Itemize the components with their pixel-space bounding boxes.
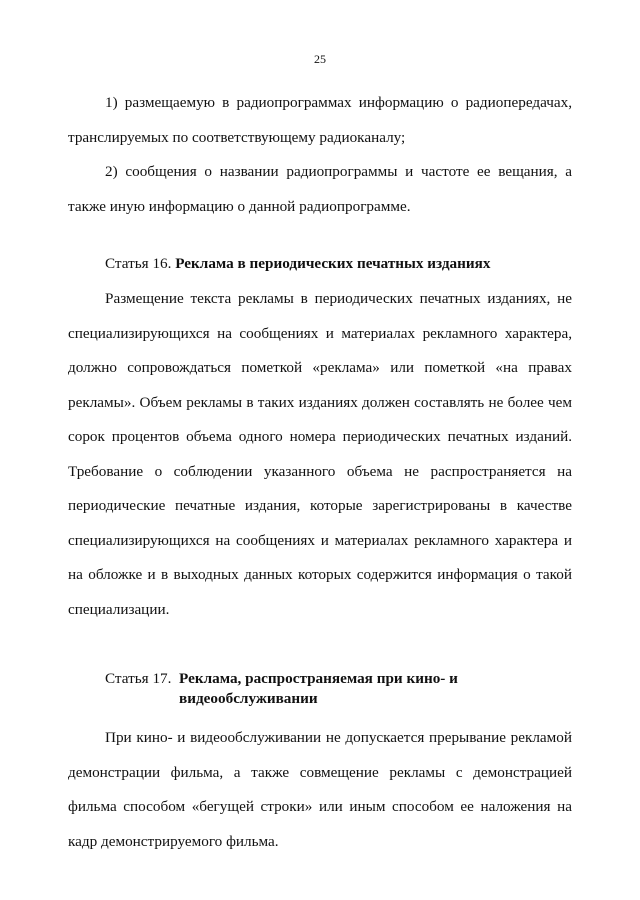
article-16-label: Статья 16. (105, 255, 176, 272)
list-item-1: 1) размещаемую в радиопрограммах информацию о радиопередачах, транслируемых по соответствующему радиоканалу; (68, 94, 572, 146)
article-16-text: Размещение текста рекламы в периодических печатных изданиях, не специализирующихся на сообщениях и материалах рекламного характера, должно сопровождаться пометкой «реклама» или пометкой «на правах рекламы». Объем рекламы в таких изданиях должен составлять не более чем сорок процентов объема одного номера периодических печатных изданий. Требование о соблюдении указанного объема не распространяется на периодические печатные издания, которые зарегистрированы в качестве специализирующихся на сообщениях и материалах рекламного характера и на обложке и в выходных данных которых содержится информация о такой специализации. (68, 290, 572, 618)
article-17-text: При кино- и видеообслуживании не допускается прерывание рекламой демонстрации фильма, а также совмещение рекламы с демонстрацией фильма способом «бегущей строки» или иным способом ее наложения на кадр демонстрируемого фильма. (68, 729, 572, 850)
article-16-title: Реклама в периодических печатных изданиях (175, 255, 491, 272)
article-17-heading (68, 669, 572, 709)
article-17-section (68, 669, 572, 859)
page-number: 25 (314, 52, 326, 66)
article-16-heading (68, 254, 572, 274)
article-17-title: Реклама, распространяемая при кино- и видеообслуживании (179, 670, 458, 707)
page-content (68, 86, 572, 859)
article-16-section (68, 254, 572, 627)
list-item-2: 2) сообщения о названии радиопрограммы и частоте ее вещания, а также иную информацию о данной радиопрограмме. (68, 163, 572, 215)
article-17-label: Статья 17. (105, 670, 180, 687)
